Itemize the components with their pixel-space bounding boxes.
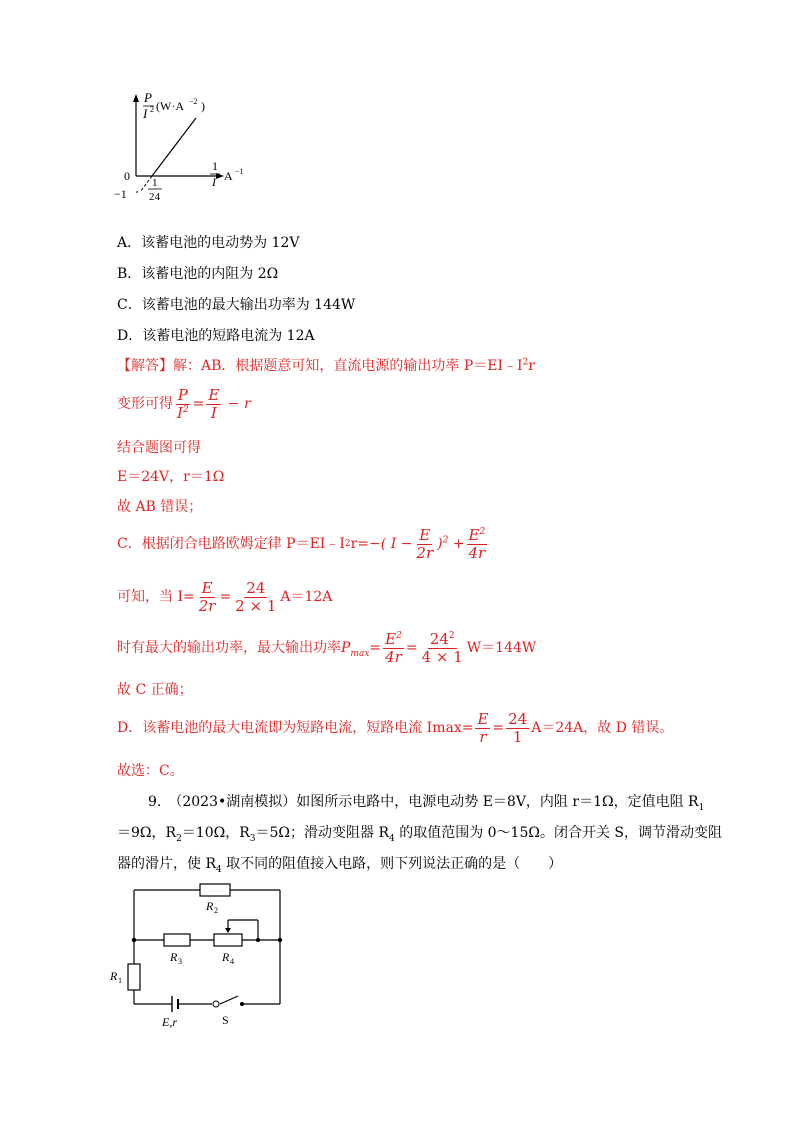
answer-line-1: 【解答】解：AB．根据题意可知，直流电源的输出功率 $P=EI﹣I^2r$ xyxy=(117,357,535,374)
x-unit-exp: −1 xyxy=(235,167,244,176)
answer-line-7: 可知，当 I= $\frac{E}{2r}$ = $\frac{24}{2 \times 1}$ A＝12A xyxy=(117,578,333,615)
question9-line-3: 器的滑片，使 $R_4$ 取不同的阻值接入电路，则下列说法正确的是（ ） xyxy=(117,856,563,875)
rheostat-r4 xyxy=(214,934,242,946)
formula-p-over-i2: $\frac{P}{I^2}$ xyxy=(177,385,189,422)
x-label-den: I xyxy=(212,175,216,189)
option-c: C．该蓄电池的最大输出功率为 144W xyxy=(117,297,356,313)
circuit-diagram xyxy=(108,876,298,1028)
label-r4: R xyxy=(222,950,230,964)
resistor-r1 xyxy=(128,964,140,990)
x-label-num: 1 xyxy=(212,159,218,173)
option-d: D．该蓄电池的短路电流为 12A xyxy=(117,328,315,344)
answer-line-8: 时有最大的输出功率，最大输出功率 $P_{max}$ = $\frac{E^2}{4r}$ = $\frac{24^2}{4 \times 1}$ W＝144W xyxy=(117,629,537,666)
answer-line-10: D．该蓄电池的最大电流即为短路电流，短路电流 Imax= $\frac{E}{r}$ = $\frac{24}{1}$ A＝24A，故 D 错误。 xyxy=(117,709,674,746)
label-r3: R xyxy=(170,950,178,964)
answer-line-11: 故选：C。 xyxy=(117,763,184,779)
answer-tag: 【解答】 xyxy=(117,358,173,374)
x-intercept-num: 1 xyxy=(152,177,158,189)
answer-line-2: 变形可得 $\frac{P}{I^2}$ = $\frac{E}{I}$ − r xyxy=(117,385,251,422)
y-label-num: P xyxy=(144,90,152,105)
y-unit-close: ) xyxy=(201,99,205,113)
answer-line-6: C．根据闭合电路欧姆定律 P＝EI﹣I 2 r= −( I − $\frac{E}{2r}$ )$^2$ + $\frac{E^2}{4r}$ xyxy=(117,525,486,562)
option-b: B．该蓄电池的内阻为 2Ω xyxy=(117,266,279,282)
y-axis-arrow xyxy=(133,94,139,102)
power-graph xyxy=(100,86,270,206)
origin-label: 0 xyxy=(124,169,130,183)
y-label-den: I xyxy=(143,106,148,121)
answer-line-5: 故 AB 错误； xyxy=(117,499,203,515)
answer-line-9: 故 C 正确； xyxy=(117,682,193,698)
y-unit-exp: −2 xyxy=(189,97,198,106)
option-a: A．该蓄电池的电动势为 12V xyxy=(117,235,300,251)
question9-line-1: 9. （2023•湖南模拟）如图所示电路中，电源电动势 E＝8V，内阻 r＝1Ω，定值电阻 $R_1$ xyxy=(148,794,705,813)
y-unit: (W·A xyxy=(156,99,184,113)
question9-line-2: ＝9Ω，$R_2=10\Omega$，$R_3=5\Omega$；滑动变阻器 $R_4$ 的取值范围为 0～15Ω。闭合开关 S，调节滑动变阻 xyxy=(117,825,723,844)
x-unit: A xyxy=(224,169,233,183)
label-r1: R xyxy=(110,969,118,983)
resistor-r2 xyxy=(200,884,230,896)
x-intercept-den: 24 xyxy=(149,191,160,203)
y-label-den-exp: 2 xyxy=(150,105,154,114)
svg-text:3: 3 xyxy=(178,957,182,966)
svg-text:2: 2 xyxy=(214,906,218,915)
label-switch: S xyxy=(222,1013,229,1027)
y-intercept-label: −1 xyxy=(114,187,127,201)
label-source: E,r xyxy=(162,1015,177,1028)
answer-line-3: 结合题图可得 xyxy=(117,440,201,456)
slider-arrow xyxy=(225,928,231,933)
graph-extension-dashed xyxy=(140,176,152,192)
svg-text:1: 1 xyxy=(118,976,122,985)
answer-line-4: E＝24V，r＝1Ω xyxy=(117,469,225,485)
svg-text:4: 4 xyxy=(230,957,234,966)
resistor-r3 xyxy=(164,934,190,946)
graph-line xyxy=(152,118,196,176)
label-r2: R xyxy=(206,899,214,913)
